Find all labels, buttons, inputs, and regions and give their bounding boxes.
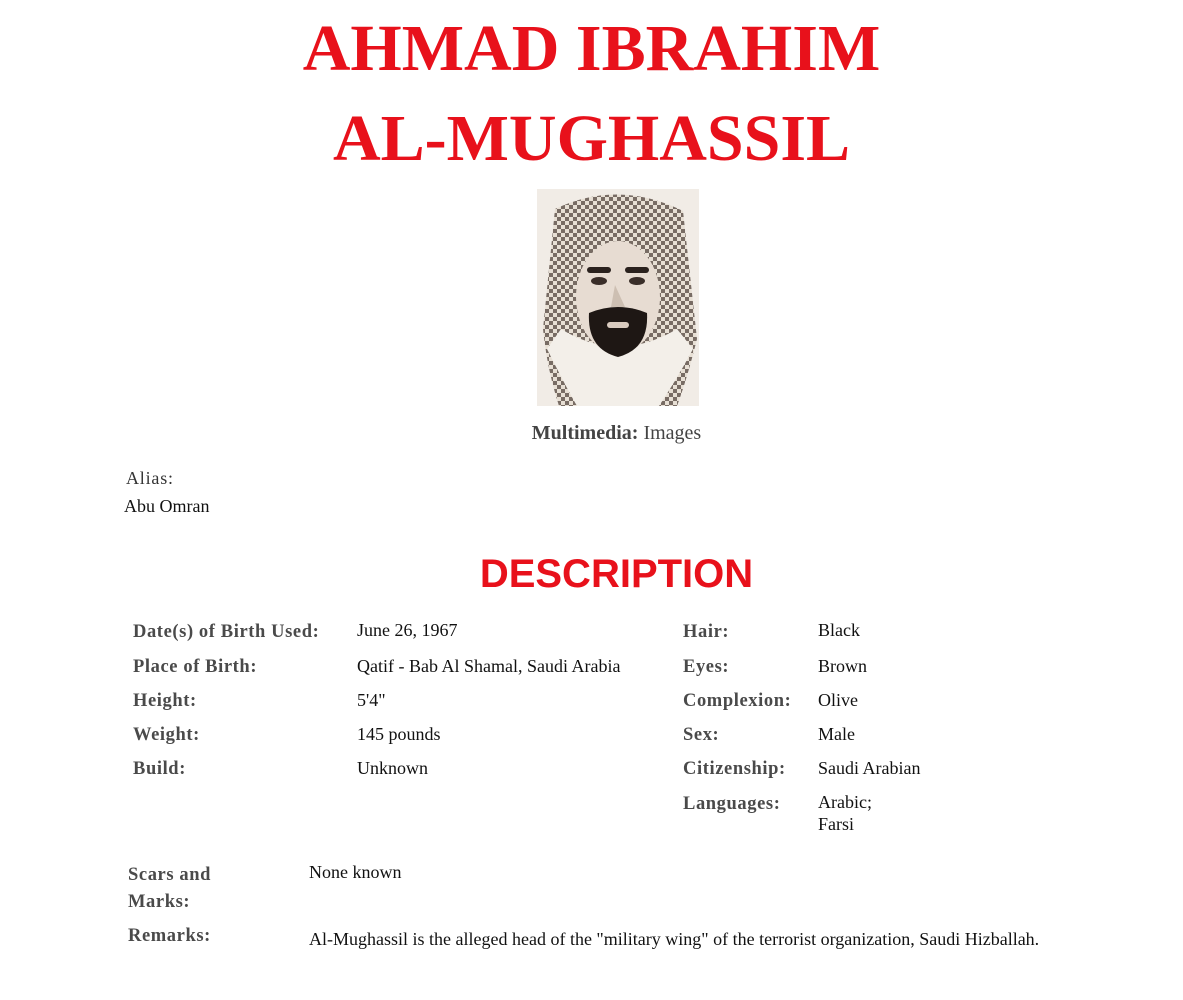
citizenship-value: Saudi Arabian [818, 758, 921, 778]
sex-label: Sex: [683, 725, 720, 745]
name-title-line-2: AL-MUGHASSIL [332, 102, 851, 175]
alias-label: Alias: [126, 468, 174, 488]
hair-value: Black [818, 620, 860, 640]
build-label: Build: [133, 759, 186, 779]
citizenship-label: Citizenship: [683, 759, 786, 779]
languages-value-1: Arabic; [818, 792, 872, 812]
languages-label: Languages: [683, 794, 781, 814]
hair-label: Hair: [683, 622, 730, 642]
weight-label: Weight: [133, 725, 200, 745]
place-of-birth-value: Qatif - Bab Al Shamal, Saudi Arabia [357, 656, 621, 676]
alias-value: Abu Omran [124, 496, 210, 516]
complexion-label: Complexion: [683, 691, 792, 711]
remarks-label: Remarks: [128, 926, 211, 946]
height-label: Height: [133, 691, 197, 711]
scars-label: Scars and Marks: [128, 865, 212, 912]
complexion-value: Olive [818, 690, 858, 710]
weight-value: 145 pounds [357, 724, 441, 744]
multimedia-line [0, 422, 1183, 445]
eyes-label: Eyes: [683, 657, 730, 677]
subject-photo[interactable] [537, 189, 699, 406]
height-value: 5'4" [357, 690, 386, 710]
sex-value: Male [818, 724, 855, 744]
dob-value: June 26, 1967 [357, 620, 458, 640]
multimedia-images-link[interactable]: Images [643, 422, 702, 444]
description-heading: DESCRIPTION [479, 552, 754, 596]
build-value: Unknown [357, 758, 428, 778]
name-title-line-1: AHMAD IBRAHIM [302, 12, 881, 85]
place-of-birth-label: Place of Birth: [133, 657, 258, 677]
eyes-value: Brown [818, 656, 867, 676]
languages-value-2: Farsi [818, 814, 854, 834]
remarks-value: Al-Mughassil is the alleged head of the "military wing" of the terrorist organization, Saudi Hizballah. [309, 929, 1040, 949]
scars-value: None known [309, 862, 402, 882]
dob-label: Date(s) of Birth Used: [133, 622, 320, 642]
multimedia-label: Multimedia: [531, 422, 639, 444]
